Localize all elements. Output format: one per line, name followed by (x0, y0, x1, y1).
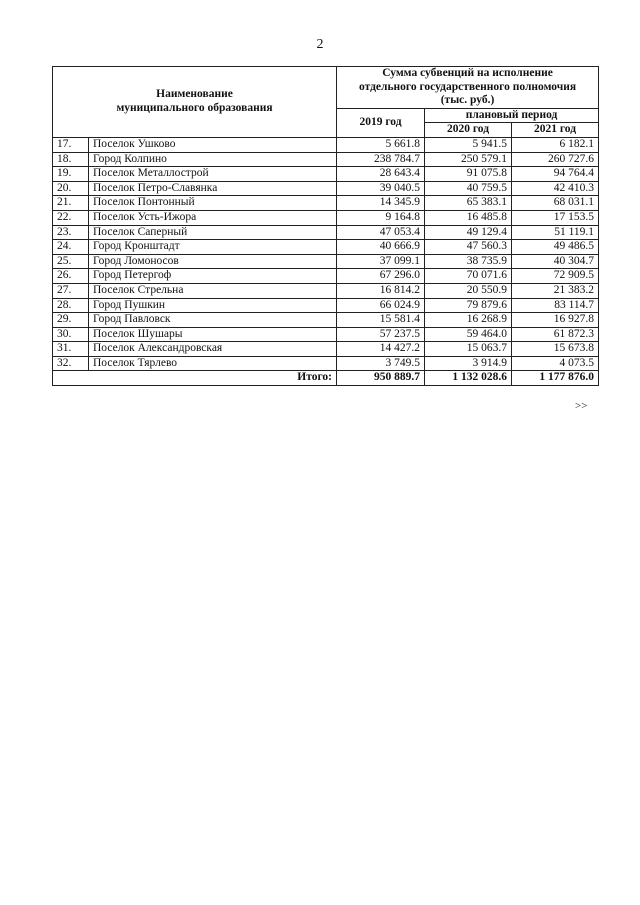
total-2021: 1 177 876.0 (512, 371, 599, 386)
table-row (53, 196, 599, 211)
table-row (53, 283, 599, 298)
table-row (53, 313, 599, 328)
municipality-name: Город Петергоф (89, 269, 337, 284)
total-2020: 1 132 028.6 (425, 371, 512, 386)
value-2020: 16 485.8 (425, 210, 512, 225)
continuation-mark: >> (575, 400, 588, 412)
row-index: 17. (53, 137, 89, 152)
table-row (53, 152, 599, 167)
value-2021: 17 153.5 (512, 210, 599, 225)
total-label: Итого: (53, 371, 337, 386)
row-index: 30. (53, 327, 89, 342)
value-2019: 3 749.5 (337, 356, 425, 371)
row-index: 31. (53, 342, 89, 357)
row-index: 19. (53, 167, 89, 182)
value-2020: 49 129.4 (425, 225, 512, 240)
value-2019: 47 053.4 (337, 225, 425, 240)
year-2019-header: 2019 год (337, 108, 425, 137)
municipality-name: Поселок Александровская (89, 342, 337, 357)
row-index: 28. (53, 298, 89, 313)
value-2020: 59 464.0 (425, 327, 512, 342)
sum-header-line3: (тыс. руб.) (440, 94, 495, 107)
value-2020: 70 071.6 (425, 269, 512, 284)
municipality-name-header (53, 67, 337, 138)
municipality-name: Поселок Усть-Ижора (89, 210, 337, 225)
value-2020: 79 879.6 (425, 298, 512, 313)
value-2021: 68 031.1 (512, 196, 599, 211)
name-header-line2: муниципального образования (116, 101, 273, 114)
row-index: 20. (53, 181, 89, 196)
row-index: 27. (53, 283, 89, 298)
value-2021: 83 114.7 (512, 298, 599, 313)
municipality-name: Город Ломоносов (89, 254, 337, 269)
municipality-name: Город Колпино (89, 152, 337, 167)
value-2020: 250 579.1 (425, 152, 512, 167)
value-2019: 238 784.7 (337, 152, 425, 167)
sum-header-line2: отдельного государственного полномочия (359, 80, 577, 93)
row-index: 26. (53, 269, 89, 284)
row-index: 22. (53, 210, 89, 225)
table-row (53, 269, 599, 284)
table-body (53, 137, 599, 385)
value-2021: 6 182.1 (512, 137, 599, 152)
row-index: 21. (53, 196, 89, 211)
row-index: 32. (53, 356, 89, 371)
value-2021: 16 927.8 (512, 313, 599, 328)
year-2020-header: 2020 год (425, 123, 512, 138)
municipality-name: Поселок Петро-Славянка (89, 181, 337, 196)
subventions-table (52, 66, 599, 386)
table-row (53, 327, 599, 342)
year-2021-header: 2021 год (512, 123, 599, 138)
value-2019: 28 643.4 (337, 167, 425, 182)
value-2021: 94 764.4 (512, 167, 599, 182)
value-2020: 16 268.9 (425, 313, 512, 328)
sum-header-line1: Сумма субвенций на исполнение (382, 67, 553, 79)
municipality-name: Поселок Понтонный (89, 196, 337, 211)
municipality-name: Поселок Стрельна (89, 283, 337, 298)
row-index: 29. (53, 313, 89, 328)
municipality-name: Город Пушкин (89, 298, 337, 313)
row-index: 23. (53, 225, 89, 240)
subvention-sum-header (337, 67, 599, 109)
municipality-name: Город Павловск (89, 313, 337, 328)
value-2019: 57 237.5 (337, 327, 425, 342)
table-header (53, 67, 599, 138)
row-index: 25. (53, 254, 89, 269)
value-2020: 5 941.5 (425, 137, 512, 152)
value-2019: 66 024.9 (337, 298, 425, 313)
value-2021: 4 073.5 (512, 356, 599, 371)
value-2019: 14 345.9 (337, 196, 425, 211)
table-row (53, 137, 599, 152)
value-2021: 15 673.8 (512, 342, 599, 357)
value-2021: 21 383.2 (512, 283, 599, 298)
value-2021: 40 304.7 (512, 254, 599, 269)
row-index: 18. (53, 152, 89, 167)
row-index: 24. (53, 240, 89, 255)
total-2019: 950 889.7 (337, 371, 425, 386)
table-row (53, 181, 599, 196)
page-number: 2 (316, 37, 324, 52)
name-header-line1: Наименование (156, 88, 233, 101)
value-2021: 61 872.3 (512, 327, 599, 342)
value-2020: 20 550.9 (425, 283, 512, 298)
municipality-name: Поселок Шушары (89, 327, 337, 342)
table-row (53, 298, 599, 313)
value-2019: 5 661.8 (337, 137, 425, 152)
table-row (53, 356, 599, 371)
value-2020: 91 075.8 (425, 167, 512, 182)
value-2020: 65 383.1 (425, 196, 512, 211)
value-2019: 14 427.2 (337, 342, 425, 357)
value-2019: 40 666.9 (337, 240, 425, 255)
value-2020: 47 560.3 (425, 240, 512, 255)
value-2019: 15 581.4 (337, 313, 425, 328)
value-2021: 49 486.5 (512, 240, 599, 255)
table-row (53, 254, 599, 269)
value-2021: 51 119.1 (512, 225, 599, 240)
table-row (53, 342, 599, 357)
value-2019: 67 296.0 (337, 269, 425, 284)
planned-period-header: плановый период (425, 108, 599, 123)
table-row (53, 240, 599, 255)
municipality-name: Поселок Ушково (89, 137, 337, 152)
municipality-name: Поселок Тярлево (89, 356, 337, 371)
value-2020: 15 063.7 (425, 342, 512, 357)
total-row (53, 371, 599, 386)
value-2019: 16 814.2 (337, 283, 425, 298)
value-2019: 9 164.8 (337, 210, 425, 225)
value-2021: 260 727.6 (512, 152, 599, 167)
table-row (53, 225, 599, 240)
table-row (53, 167, 599, 182)
municipality-name: Поселок Саперный (89, 225, 337, 240)
value-2020: 38 735.9 (425, 254, 512, 269)
table-row (53, 210, 599, 225)
value-2021: 72 909.5 (512, 269, 599, 284)
municipality-name: Город Кронштадт (89, 240, 337, 255)
value-2020: 3 914.9 (425, 356, 512, 371)
value-2019: 39 040.5 (337, 181, 425, 196)
value-2019: 37 099.1 (337, 254, 425, 269)
value-2020: 40 759.5 (425, 181, 512, 196)
value-2021: 42 410.3 (512, 181, 599, 196)
municipality-name: Поселок Металлострой (89, 167, 337, 182)
